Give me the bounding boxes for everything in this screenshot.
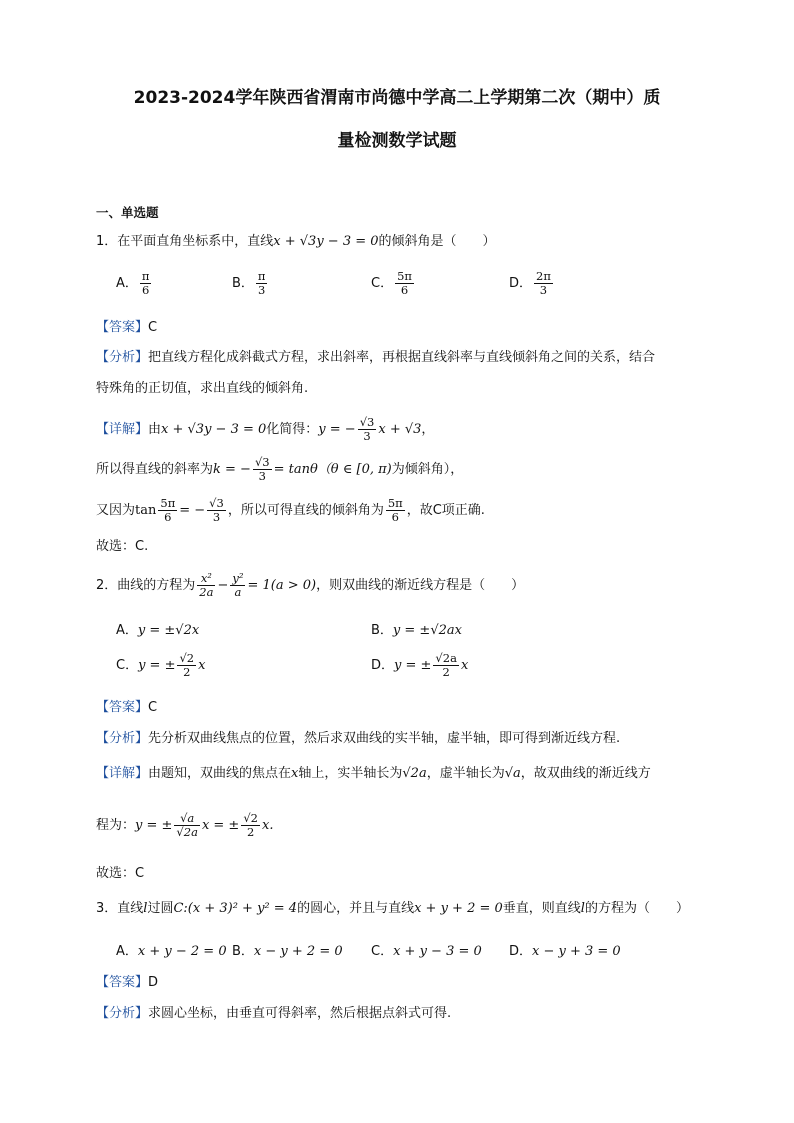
q1-detail-3-mid: ，所以可得直线的倾斜角为	[227, 503, 384, 519]
q1-detail-2-equation: = tanθ（θ ∈ [0, π)	[273, 462, 392, 478]
q3-analysis-tag: 【分析】	[96, 1006, 149, 1021]
q2-detail-2-y: y = ±	[135, 818, 173, 834]
q1-detail-3-den-1: 6	[164, 510, 172, 525]
q2-stem-equation: = 1(a > 0)	[247, 578, 317, 594]
q2-answer	[96, 700, 157, 716]
q1-detail-1-tail: x + √3	[378, 422, 422, 438]
q2-choose: 故选：C	[96, 866, 145, 881]
q1-detail-2-den: 3	[258, 469, 266, 484]
q2-option-d-den: 2	[442, 665, 450, 680]
q1-option-a-den: 6	[142, 283, 150, 298]
q3-analysis	[96, 1006, 451, 1022]
q2-detail-2-den-2: 2	[246, 825, 255, 840]
q2-option-b	[371, 619, 462, 638]
q2-detail-1-r1: √2a	[402, 766, 427, 781]
q2-option-d-num: √2a	[435, 651, 457, 665]
q1-detail-1-y: y = −	[318, 422, 356, 438]
q1-option-b-den: 3	[258, 283, 266, 298]
q1-detail-3-fraction-3	[386, 497, 405, 524]
q1-option-d	[509, 270, 555, 297]
q3-option-b	[232, 940, 343, 959]
q2-detail-2-fraction-1	[174, 812, 200, 839]
q1-answer-value: C	[148, 320, 158, 335]
q2-option-a-label: A．	[116, 623, 138, 638]
q1-detail-3-num-1: 5π	[160, 496, 176, 510]
q1-analysis-text-1: 把直线方程化成斜截式方程，求出斜率，再根据直线斜率与直线倾斜角之间的关系，结合	[148, 350, 656, 365]
q1-detail-2-fraction	[253, 456, 272, 483]
q3-stem-circle: C:(x + 3)² + y² = 4	[173, 901, 298, 916]
q2-option-c-pre: y = ±	[138, 658, 176, 674]
q2-option-c	[116, 652, 205, 679]
q2-option-d-post: x	[460, 658, 469, 674]
q2-option-b-label: B．	[371, 623, 393, 638]
q1-option-c-den: 6	[400, 283, 409, 298]
q2-detail-1-b: 轴上，实半轴长为	[298, 766, 403, 781]
q2-option-d-fraction	[433, 652, 459, 679]
q2-option-c-den: 2	[183, 665, 191, 680]
q2-detail-1-x: x	[291, 766, 299, 781]
q1-option-a-fraction	[140, 270, 152, 297]
q2-stem-fraction-2	[230, 572, 245, 599]
q1-option-c-num: 5π	[397, 269, 412, 283]
q3-stem-l2: l	[580, 901, 585, 916]
q1-detail-1-num: √3	[359, 415, 375, 429]
q2-option-c-post: x	[198, 658, 206, 674]
q2-detail-2-num-1: √a	[174, 812, 200, 826]
q2-option-c-num: √2	[179, 651, 195, 665]
q2-answer-tag: 【答案】	[96, 700, 149, 715]
q3-option-d-text: x − y + 3 = 0	[532, 944, 621, 959]
q1-detail-1-fraction	[358, 416, 377, 443]
q2-option-d-pre: y = ±	[394, 658, 432, 674]
q2-option-d	[371, 652, 468, 679]
q2-analysis	[96, 731, 620, 747]
q1-detail-3-fraction-1	[158, 497, 177, 524]
q1-option-d-num: 2π	[536, 269, 551, 283]
q1-detail-3-fraction-2	[207, 497, 226, 524]
q3-option-c	[371, 940, 482, 959]
q3-option-b-label: B．	[232, 944, 254, 959]
q2-option-b-text: y = ±√2ax	[392, 623, 462, 638]
q3-stem-a: 过圆	[147, 901, 174, 916]
q1-detail-3-eq: = −	[179, 503, 206, 519]
q1-detail-tag: 【详解】	[96, 422, 149, 438]
q3-answer-value: D	[148, 975, 159, 990]
q3-option-d-label: D．	[509, 944, 533, 959]
q1-stem-equation: x + √3y − 3 = 0	[273, 234, 379, 249]
q1-option-c	[371, 270, 416, 297]
q1-analysis-line-2: 特殊角的正切值，求出直线的倾斜角.	[96, 381, 309, 396]
q3-option-c-label: C．	[371, 944, 394, 959]
q2-answer-value: C	[148, 700, 158, 715]
q2-detail-line-1	[96, 766, 651, 782]
q3-stem-l: l	[143, 901, 148, 916]
q1-detail-line-1	[96, 416, 434, 443]
q1-option-b-num: π	[257, 269, 266, 283]
q3-option-d	[509, 940, 621, 959]
q2-detail-2-num-2: √2	[243, 811, 258, 825]
q2-stem-fraction-1	[197, 572, 215, 599]
q1-option-b-label: B．	[232, 276, 254, 292]
q2-detail-2-end: x.	[261, 818, 274, 834]
q3-option-c-text: x + y − 3 = 0	[393, 944, 482, 959]
q2-analysis-tag: 【分析】	[96, 731, 149, 746]
q2-option-c-label: C．	[116, 658, 139, 674]
question-3-stem	[96, 901, 689, 917]
q2-detail-1-d: ，故双曲线的渐近线方	[520, 766, 651, 781]
q2-detail-1-r2: √a	[504, 766, 521, 781]
q1-detail-2-num: √3	[254, 455, 270, 469]
q1-answer-tag: 【答案】	[96, 320, 149, 335]
q3-option-a-label: A．	[116, 944, 138, 959]
question-2-stem	[96, 572, 524, 599]
q2-stem-den-1: 2a	[199, 585, 214, 600]
q1-detail-1-equation: x + √3y − 3 = 0	[161, 422, 267, 438]
q2-stem-den-2: a	[234, 585, 242, 600]
q1-option-b	[232, 270, 269, 297]
q2-detail-1-a: 由题知，双曲线的焦点在	[148, 766, 292, 781]
q1-detail-1-pre: 由	[148, 422, 162, 438]
q1-option-a	[116, 270, 153, 297]
q3-answer	[96, 975, 158, 991]
document-title-line-1: 2023-2024学年陕西省渭南市尚德中学高二上学期第二次（期中）质	[133, 88, 661, 108]
q1-detail-1-end: ，	[421, 422, 435, 438]
q1-detail-3-num-3: 5π	[387, 496, 403, 510]
q2-option-c-fraction	[177, 652, 196, 679]
q3-stem-b: 的圆心，并且与直线	[297, 901, 415, 916]
q2-analysis-text: 先分析双曲线焦点的位置，然后求双曲线的实半轴，虚半轴，即可得到渐近线方程.	[148, 731, 621, 746]
q1-option-d-den: 3	[539, 283, 548, 298]
q2-detail-2-den-1: √2a	[176, 825, 198, 840]
q1-detail-2-pre: 所以得直线的斜率为	[96, 462, 214, 478]
q3-option-a	[116, 940, 227, 959]
document-title-line-2: 量检测数学试题	[337, 131, 457, 151]
q3-stem-line: x + y + 2 = 0	[414, 901, 503, 916]
q2-stem-post: ，则双曲线的渐近线方程是（ ）	[316, 578, 525, 594]
q1-option-d-fraction	[534, 270, 553, 297]
q1-detail-line-3	[96, 497, 485, 524]
q2-detail-line-2	[96, 812, 273, 839]
q2-detail-tag: 【详解】	[96, 766, 149, 781]
question-1-stem	[96, 234, 496, 250]
q2-stem-pre: 2．曲线的方程为	[96, 578, 196, 594]
section-heading: 一、单选题	[96, 205, 159, 220]
q3-stem-d: 的方程为（ ）	[584, 901, 689, 916]
q1-choose: 故选：C.	[96, 539, 149, 554]
q3-stem-c: 垂直，则直线	[502, 901, 581, 916]
q1-option-d-label: D．	[509, 276, 533, 292]
q3-stem-pre: 3．直线	[96, 901, 144, 916]
q1-detail-3-den-2: 3	[212, 510, 221, 525]
q2-detail-2-pre: 程为：	[96, 818, 136, 834]
q2-stem-minus: −	[217, 578, 229, 594]
q2-detail-2-fraction-2	[241, 812, 260, 839]
q1-detail-2-k: k = −	[213, 462, 251, 478]
q2-option-a-text: y = ±√2x	[137, 623, 200, 638]
q1-detail-2-post: 为倾斜角），	[391, 462, 464, 478]
q1-stem-pre: 1．在平面直角坐标系中，直线	[96, 234, 274, 249]
q3-answer-tag: 【答案】	[96, 975, 149, 990]
q3-analysis-text: 求圆心坐标，由垂直可得斜率，然后根据点斜式可得.	[148, 1006, 452, 1021]
q2-option-a	[116, 619, 199, 638]
q2-detail-1-c: ，虚半轴长为	[426, 766, 505, 781]
q1-option-a-label: A．	[116, 276, 138, 292]
q1-option-c-fraction	[395, 270, 414, 297]
q2-stem-num-2: y²	[232, 571, 244, 585]
q2-option-d-label: D．	[371, 658, 395, 674]
q1-detail-3-pre: 又因为	[96, 503, 136, 519]
q2-stem-num-1: x²	[197, 572, 215, 586]
q1-detail-1-mid: 化简得：	[266, 422, 319, 438]
q1-analysis-tag: 【分析】	[96, 350, 149, 365]
q1-detail-3-tan: tan	[135, 503, 157, 519]
q1-detail-3-post: ，故C项正确.	[406, 503, 485, 519]
q1-option-a-num: π	[141, 269, 150, 283]
q1-option-b-fraction	[256, 270, 268, 297]
q3-option-b-text: x − y + 2 = 0	[253, 944, 343, 959]
q1-detail-line-2	[96, 456, 463, 483]
q1-detail-1-den: 3	[363, 429, 371, 444]
q3-option-a-text: x + y − 2 = 0	[137, 944, 227, 959]
q1-analysis-line-1	[96, 350, 655, 366]
q1-detail-3-den-3: 6	[391, 510, 399, 525]
q2-detail-2-mid: x = ±	[201, 818, 240, 834]
q1-answer	[96, 320, 157, 336]
q1-detail-3-num-2: √3	[209, 496, 224, 510]
q1-stem-post: 的倾斜角是（ ）	[378, 234, 496, 249]
q1-option-c-label: C．	[371, 276, 394, 292]
